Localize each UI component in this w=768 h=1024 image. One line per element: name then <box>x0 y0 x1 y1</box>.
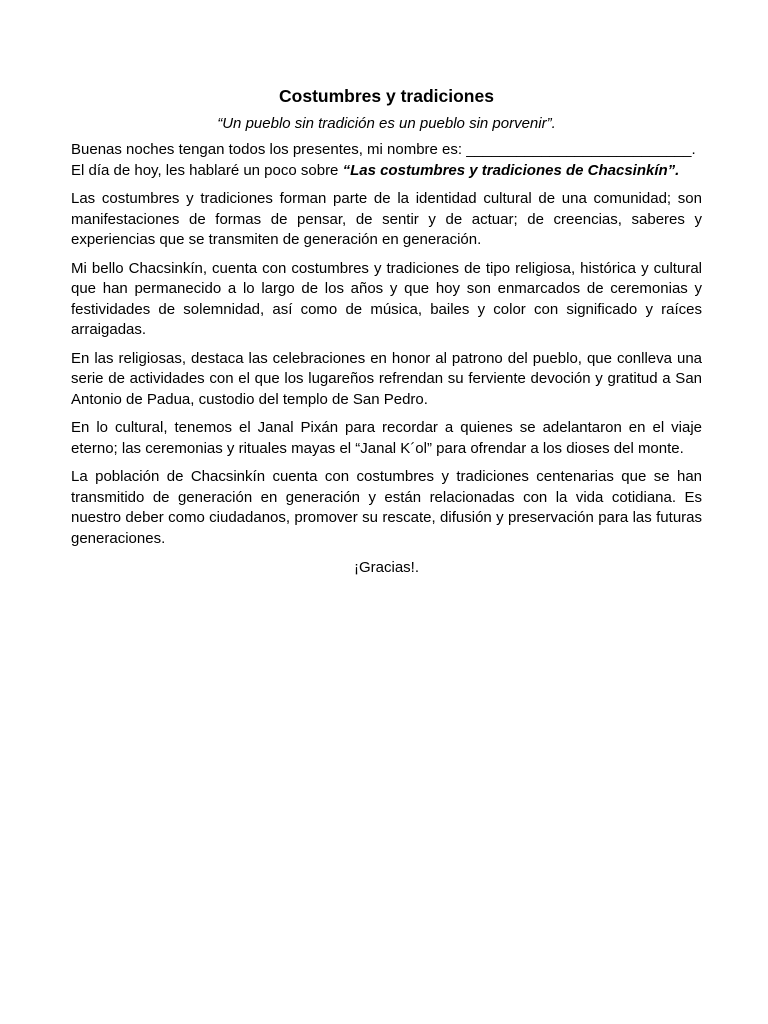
greeting-line-1: Buenas noches tengan todos los presentes, mi nombre es: ___________________________. <box>71 141 696 158</box>
paragraph-religious: En las religiosas, destaca las celebraciones en honor al patrono del pueblo, que conlleva una serie de actividades con el que los lugareños refrendan su ferviente devoción y gratitud a San Antonio de Padua, custodio del templo de San Pedro. <box>71 349 702 408</box>
paragraph-conclusion: La población de Chacsinkín cuenta con costumbres y tradiciones centenarias que se han transmitido de generación en generación y están relacionadas con la vida cotidiana. Es nuestro deber como ciudadanos, promover su rescate, difusión y preservación para las futuras generaciones. <box>71 468 702 547</box>
greeting-line-2-prefix: El día de hoy, les hablaré un poco sobre <box>71 161 343 179</box>
epigraph-quote: “Un pueblo sin tradición es un pueblo sin porvenir”. <box>217 115 556 132</box>
paragraph-identity: Las costumbres y tradiciones forman parte de la identidad cultural de una comunidad; son manifestaciones de formas de pensar, de sentir y de actuar; de creencias, saberes y experiencias que se transmiten de generación en generación. <box>71 190 702 248</box>
speech-topic-emphasis: “Las costumbres y tradiciones de Chacsinkín”. <box>342 161 680 179</box>
greeting-paragraph <box>71 140 702 181</box>
paragraph-cultural: En lo cultural, tenemos el Janal Pixán para recordar a quienes se adelantaron en el viaje eterno; las ceremonias y rituales mayas el “Janal K´ol” para ofrendar a los dioses del monte. <box>71 419 702 457</box>
paragraph-chacsinkin: Mi bello Chacsinkín, cuenta con costumbres y tradiciones de tipo religiosa, histórica y cultural que han permanecido a lo largo de los años y que hoy son enmarcados de ceremonias y festividades de solemnidad, así como de música, bailes y color con significado y raíces arraigadas. <box>71 259 702 338</box>
closing-thanks: ¡Gracias!. <box>353 559 419 576</box>
document-title: Costumbres y tradiciones <box>279 86 494 106</box>
